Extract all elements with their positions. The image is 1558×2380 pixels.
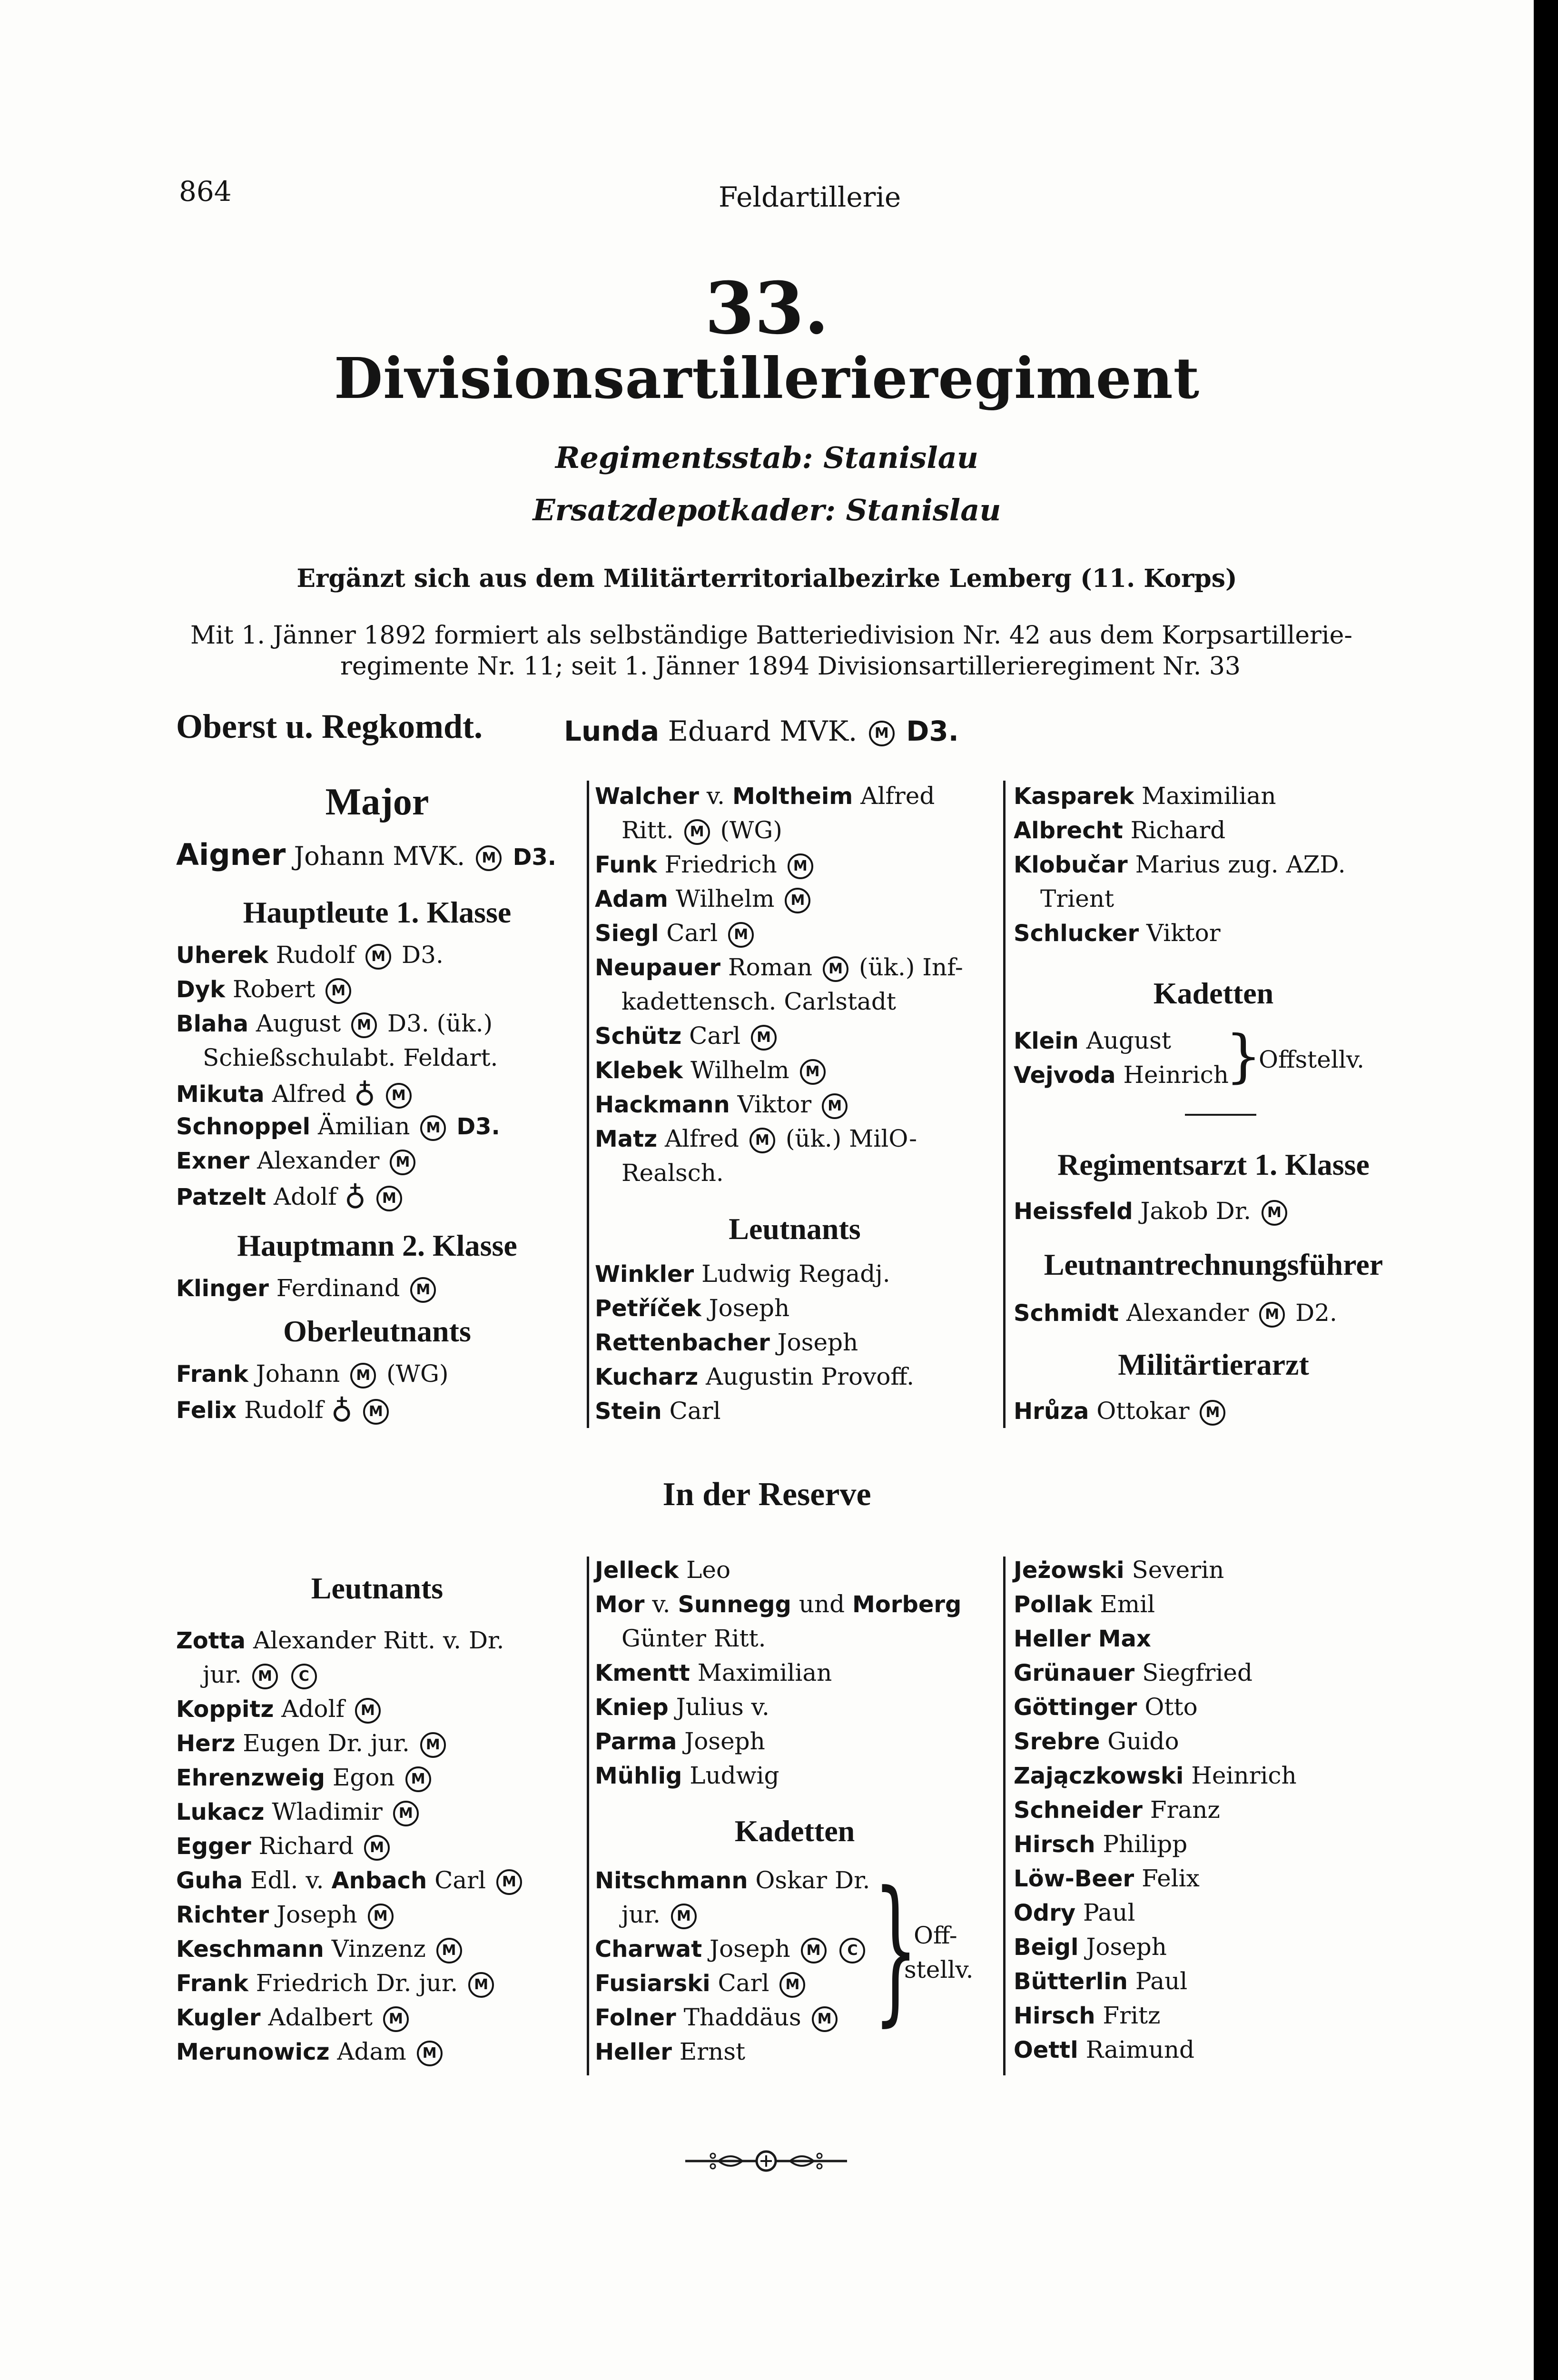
- militaer-verdienst-icon: M: [405, 1766, 431, 1792]
- militaer-verdienst-icon: M: [496, 1869, 522, 1895]
- militaer-verdienst-icon: M: [1259, 1302, 1285, 1328]
- kadetten-heading: Kadetten: [1153, 976, 1274, 1010]
- column-divider: [587, 781, 589, 1428]
- list-item: Mühlig Ludwig: [595, 1762, 779, 1789]
- list-item-continuation: jur. M C: [203, 1657, 320, 1692]
- regimentsstab-line: Regimentsstab: Stanislau: [555, 440, 978, 475]
- list-item-continuation: Günter Ritt.: [621, 1625, 766, 1652]
- list-item: Kugler Adalbert M: [176, 2000, 412, 2035]
- list-item: Löw-Beer Felix: [1014, 1864, 1200, 1892]
- militaer-verdienst-icon: M: [420, 1732, 446, 1758]
- list-item-continuation: Schießschulabt. Feldart.: [203, 1044, 498, 1071]
- list-item: Stein Carl: [595, 1397, 721, 1425]
- list-item: Schütz Carl M: [595, 1019, 779, 1053]
- list-item: Schlucker Viktor: [1014, 919, 1221, 947]
- militaer-verdienst-icon: M: [823, 956, 848, 982]
- leutnants-heading: Leutnants: [729, 1212, 861, 1246]
- reserve-heading: In der Reserve: [662, 1476, 871, 1513]
- list-item: Koppitz Adolf M: [176, 1692, 384, 1726]
- militaer-verdienst-icon: M: [364, 1835, 390, 1861]
- running-title: Feldartillerie: [719, 181, 901, 213]
- regiment-number: 33.: [705, 267, 829, 350]
- oberst-entry: Lunda Eduard MVK. M D3.: [564, 715, 959, 747]
- list-item: Oettl Raimund: [1014, 2036, 1195, 2063]
- militaer-verdienst-icon: M: [822, 1093, 848, 1119]
- list-item: Grünauer Siegfried: [1014, 1659, 1252, 1686]
- order-icon: ♁: [331, 1390, 353, 1425]
- list-item: Matz Alfred M (ük.) MilO-: [595, 1125, 917, 1152]
- list-item: Bütterlin Paul: [1014, 1967, 1188, 1995]
- list-item: Kucharz Augustin Provoff.: [595, 1363, 915, 1390]
- list-item: Frank Johann M (WG): [176, 1360, 449, 1388]
- list-item-continuation: Realsch.: [621, 1159, 724, 1187]
- list-item: Charwat Joseph M C: [595, 1932, 868, 1966]
- militaer-verdienst-icon: M: [800, 1059, 826, 1085]
- order-icon: ♁: [354, 1074, 375, 1109]
- list-item: Odry Paul: [1014, 1899, 1135, 1926]
- list-item: Merunowicz Adam M: [176, 2034, 445, 2069]
- list-item: Kmentt Maximilian: [595, 1659, 832, 1686]
- militaer-verdienst-icon: M: [376, 1186, 402, 1211]
- militaer-verdienst-icon: M: [368, 1904, 394, 1929]
- militaer-verdienst-icon: M: [728, 922, 754, 948]
- militaer-verdienst-icon: M: [1262, 1200, 1287, 1226]
- list-item: Egger Richard M: [176, 1829, 393, 1864]
- list-item: Keschmann Vinzenz M: [176, 1932, 465, 1966]
- oberst-rank: Oberst u. Regkomdt.: [176, 707, 483, 745]
- kadetten-note-line-2: stellv.: [904, 1956, 974, 1983]
- rechnungsfuehrer-heading: Leutnantrechnungsführer: [1044, 1248, 1383, 1281]
- page-number: 864: [179, 175, 232, 208]
- list-item: Richter Joseph M: [176, 1897, 396, 1932]
- militaer-verdienst-icon: M: [785, 888, 810, 913]
- column-divider: [587, 1557, 589, 2075]
- list-item: Ehrenzweig Egon M: [176, 1760, 434, 1795]
- hauptleute-heading: Hauptleute 1. Klasse: [243, 895, 512, 929]
- list-item: Zajączkowski Heinrich: [1014, 1762, 1297, 1789]
- militaer-verdienst-icon: M: [350, 1363, 376, 1388]
- militaer-verdienst-icon: M: [788, 853, 813, 879]
- list-item: Winkler Ludwig Regadj.: [595, 1260, 890, 1288]
- militaer-verdienst-icon: M: [252, 1664, 278, 1689]
- list-item: Rettenbacher Joseph: [595, 1329, 858, 1356]
- kadetten-note-line-1: Off-: [914, 1922, 957, 1949]
- militaer-verdienst-icon: M: [325, 978, 351, 1004]
- list-item: Funk Friedrich M: [595, 847, 816, 882]
- list-item: Lukacz Wladimir M: [176, 1795, 422, 1829]
- list-item-continuation: Ritt. M (WG): [621, 816, 782, 844]
- list-item: Beigl Joseph: [1014, 1933, 1167, 1961]
- list-item: Vejvoda Heinrich: [1014, 1061, 1229, 1089]
- c-mark-icon: C: [839, 1938, 865, 1964]
- list-item: Zotta Alexander Ritt. v. Dr.: [176, 1626, 504, 1654]
- list-item: Neupauer Roman M (ük.) Inf-: [595, 953, 963, 981]
- list-item: Klein August: [1014, 1027, 1172, 1054]
- list-item: Blaha August M D3. (ük.): [176, 1010, 493, 1037]
- militaer-verdienst-icon: M: [355, 1698, 381, 1724]
- militaer-verdienst-icon: M: [749, 1128, 775, 1153]
- c-mark-icon: C: [291, 1664, 317, 1689]
- militaer-verdienst-icon: M: [671, 1904, 697, 1929]
- list-item: Hirsch Fritz: [1014, 2002, 1161, 2029]
- list-item: Siegl Carl M: [595, 916, 757, 951]
- brace-icon: }: [1225, 1023, 1262, 1090]
- ornament-divider: [685, 2144, 847, 2178]
- list-item: Parma Joseph: [595, 1727, 765, 1755]
- major-entry: Aigner Johann MVK. M D3.: [176, 837, 557, 872]
- list-item: Srebre Guido: [1014, 1727, 1179, 1755]
- list-item: Albrecht Richard: [1014, 816, 1226, 844]
- list-item: Mikuta Alfred ♁ M: [176, 1075, 414, 1111]
- militaer-verdienst-icon: M: [390, 1150, 415, 1175]
- militaer-verdienst-icon: M: [393, 1801, 419, 1826]
- militaer-verdienst-icon: M: [417, 2041, 443, 2066]
- brace-icon: }: [873, 1858, 918, 2041]
- militaer-verdienst-icon: M: [1200, 1400, 1225, 1426]
- history-line-2: regimente Nr. 11; seit 1. Jänner 1894 Divisionsartillerieregiment Nr. 33: [340, 652, 1241, 681]
- militaer-verdienst-icon: M: [365, 944, 391, 970]
- list-item: Klobučar Marius zug. AZD.: [1014, 851, 1346, 878]
- order-icon: ♁: [344, 1177, 366, 1212]
- separator: [1185, 1114, 1256, 1116]
- militaer-verdienst-icon: M: [751, 1025, 777, 1051]
- militaertierarzt-heading: Militärtierarzt: [1118, 1348, 1309, 1381]
- list-item: Hrůza Ottokar M: [1014, 1394, 1228, 1428]
- list-item: Jelleck Leo: [595, 1556, 731, 1584]
- column-divider: [1003, 781, 1006, 1428]
- list-item: Folner Thaddäus M: [595, 2000, 840, 2035]
- militaer-verdienst-icon: M: [476, 845, 502, 871]
- list-item: Petříček Joseph: [595, 1294, 790, 1322]
- list-item-continuation: kadettensch. Carlstadt: [621, 988, 896, 1015]
- list-item: Schnoppel Ämilian M D3.: [176, 1112, 500, 1140]
- list-item: Heller Max: [1014, 1626, 1151, 1652]
- major-heading: Major: [325, 781, 429, 823]
- list-item: Exner Alexander M: [176, 1143, 418, 1178]
- militaer-verdienst-icon: M: [363, 1399, 389, 1425]
- militaer-verdienst-icon: M: [812, 2006, 838, 2032]
- militaer-verdienst-icon: M: [420, 1115, 446, 1141]
- list-item: Frank Friedrich Dr. jur. M: [176, 1966, 497, 2001]
- list-item: Hirsch Philipp: [1014, 1830, 1188, 1858]
- militaer-verdienst-icon: M: [386, 1083, 412, 1109]
- militaer-verdienst-icon: M: [410, 1277, 436, 1303]
- page-title: Divisionsartillerieregiment: [334, 345, 1200, 411]
- list-item: Klinger Ferdinand M: [176, 1271, 439, 1306]
- ersatzdepot-line: Ersatzdepotkader: Stanislau: [532, 493, 1001, 527]
- list-item: Göttinger Otto: [1014, 1693, 1198, 1721]
- list-item: Kniep Julius v.: [595, 1693, 769, 1721]
- list-item: Herz Eugen Dr. jur. M: [176, 1726, 449, 1761]
- militaer-verdienst-icon: M: [869, 721, 895, 746]
- list-item: Felix Rudolf ♁ M: [176, 1391, 392, 1428]
- list-item: Heller Ernst: [595, 2038, 746, 2065]
- list-item: Klebek Wilhelm M: [595, 1053, 828, 1088]
- militaer-verdienst-icon: M: [436, 1938, 462, 1964]
- list-item: Uherek Rudolf M D3.: [176, 941, 444, 969]
- militaer-verdienst-icon: M: [351, 1012, 377, 1038]
- list-item-continuation: jur. M: [621, 1897, 700, 1932]
- list-item: Hackmann Viktor M: [595, 1087, 850, 1122]
- list-item: Schneider Franz: [1014, 1796, 1220, 1824]
- list-item: Fusiarski Carl M: [595, 1966, 808, 2001]
- list-item: Walcher v. Moltheim Alfred: [595, 782, 935, 810]
- oberst-surname: Lunda: [564, 715, 660, 747]
- column-divider: [1003, 1557, 1006, 2075]
- list-item: Patzelt Adolf ♁ M: [176, 1178, 405, 1214]
- list-item: Pollak Emil: [1014, 1590, 1155, 1618]
- list-item: Adam Wilhelm M: [595, 882, 813, 916]
- militaer-verdienst-icon: M: [383, 2006, 409, 2032]
- kadetten-note: Offstellv.: [1259, 1046, 1365, 1073]
- oberleutnants-heading: Oberleutnants: [283, 1314, 471, 1348]
- list-item: Dyk Robert M: [176, 972, 354, 1007]
- list-item: Heissfeld Jakob Dr. M: [1014, 1194, 1290, 1229]
- history-line-1: Mit 1. Jänner 1892 formiert als selbständige Batteriedivision Nr. 42 aus dem Korpsartillerie-: [190, 621, 1352, 650]
- list-item: Guha Edl. v. Anbach Carl M: [176, 1863, 525, 1898]
- list-item: Schmidt Alexander M D2.: [1014, 1299, 1337, 1327]
- militaer-verdienst-icon: M: [684, 819, 710, 845]
- kadetten-heading: Kadetten: [734, 1814, 855, 1848]
- list-item-continuation: Trient: [1040, 885, 1114, 912]
- erganzt-line: Ergänzt sich aus dem Militärterritorialbezirke Lemberg (11. Korps): [296, 564, 1237, 593]
- militaer-verdienst-icon: M: [468, 1972, 494, 1998]
- militaer-verdienst-icon: M: [779, 1972, 805, 1998]
- militaer-verdienst-icon: M: [801, 1938, 827, 1964]
- list-item: Kasparek Maximilian: [1014, 782, 1276, 810]
- regimentsarzt-heading: Regimentsarzt 1. Klasse: [1057, 1148, 1370, 1181]
- list-item: Mor v. Sunnegg und Morberg: [595, 1590, 962, 1618]
- list-item: Jeżowski Severin: [1014, 1556, 1224, 1584]
- hauptmann-heading: Hauptmann 2. Klasse: [237, 1229, 517, 1262]
- leutnants-heading: Leutnants: [311, 1571, 444, 1605]
- list-item: Nitschmann Oskar Dr.: [595, 1866, 870, 1894]
